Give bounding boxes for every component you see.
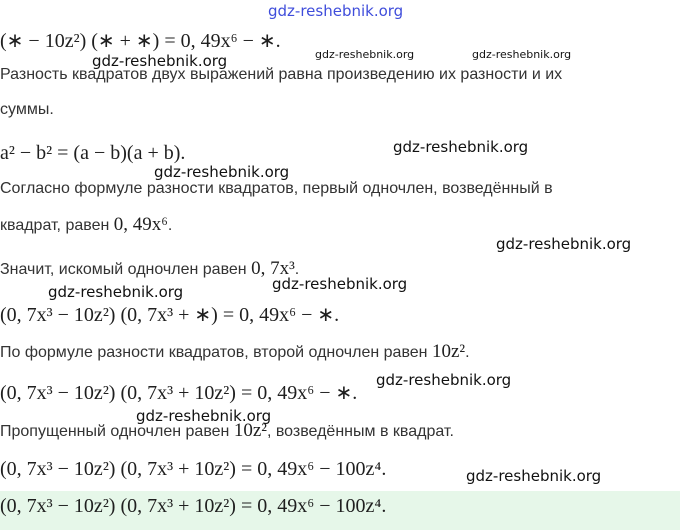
text-line-sought-monomial (0, 258, 299, 280)
watermark: gdz-reshebnik.org (472, 48, 572, 61)
watermark: gdz-reshebnik.org (376, 371, 512, 389)
inline-math: 10z² (431, 341, 466, 362)
text-fragment: , возведённым в квадрат. (266, 423, 454, 440)
watermark: gdz-reshebnik.org (136, 407, 272, 425)
inline-math: 10z² (233, 420, 267, 441)
watermark: gdz-reshebnik.org (92, 52, 228, 70)
text-line-first-square (0, 214, 172, 236)
watermark: gdz-reshebnik.org (466, 467, 602, 485)
text-fragment: Пропущенный одночлен равен (0, 423, 234, 440)
text-fragment: . (294, 261, 300, 278)
formula-line: a² − b² = (a − b)(a + b). (0, 142, 186, 164)
equation-line-3: (0, 7x³ − 10z²) (0, 7x³ + 10z²) = 0, 49x⁶ − ∗. (0, 382, 358, 404)
inline-math: 0, 7x³ (251, 258, 295, 279)
answer-equation: (0, 7x³ − 10z²) (0, 7x³ + 10z²) = 0, 49x⁶ − 100z⁴. (0, 495, 387, 517)
text-line-sums: суммы. (0, 101, 54, 118)
equation-line-1: (∗ − 10z²) (∗ + ∗) = 0, 49x⁶ − ∗. (0, 30, 281, 52)
text-fragment: . (465, 344, 470, 361)
watermark: gdz-reshebnik.org (272, 275, 408, 293)
equation-line-4: (0, 7x³ − 10z²) (0, 7x³ + 10z²) = 0, 49x⁶ − 100z⁴. (0, 458, 387, 480)
watermark: gdz-reshebnik.org (48, 283, 184, 301)
watermark: gdz-reshebnik.org (496, 235, 632, 253)
text-fragment: . (167, 217, 173, 234)
text-line-difference-of-squares: Разность квадратов двух выражений равна произведению их разности и их (0, 66, 563, 83)
watermark: gdz-reshebnik.org (315, 48, 415, 61)
watermark: gdz-reshebnik.org (154, 163, 290, 181)
text-line-first-monomial: Согласно формуле разности квадратов, первый одночлен, возведённый в (0, 180, 553, 197)
text-fragment: Значит, искомый одночлен равен (0, 261, 252, 278)
watermark: gdz-reshebnik.org (268, 2, 404, 20)
inline-math: 0, 49x⁶ (113, 214, 168, 235)
text-line-second-monomial (0, 341, 470, 363)
text-fragment: По формуле разности квадратов, второй одночлен равен (0, 344, 432, 361)
text-fragment: квадрат, равен (0, 217, 114, 234)
equation-line-2: (0, 7x³ − 10z²) (0, 7x³ + ∗) = 0, 49x⁶ − ∗. (0, 304, 340, 326)
watermark: gdz-reshebnik.org (393, 138, 529, 156)
